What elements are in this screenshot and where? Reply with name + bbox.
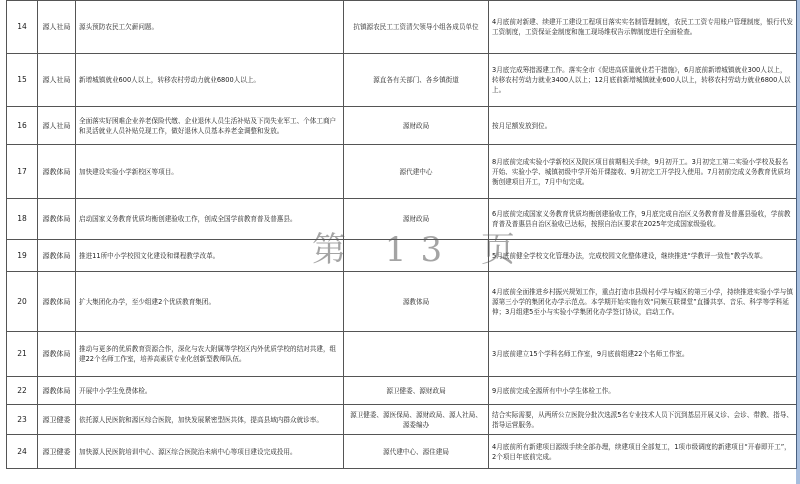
row-number: 23 xyxy=(7,405,38,435)
cooperating-unit: 源代建中心、源住建局 xyxy=(344,435,489,469)
task-table xyxy=(6,0,797,469)
progress-plan: 5月底前健全学校文化管理办法，完成校园文化整体建设，继续推进“学教评一致性”教学改革。 xyxy=(489,240,797,272)
lead-department: 源教体局 xyxy=(38,199,76,240)
cooperating-unit: 源教体局 xyxy=(344,272,489,332)
row-number: 17 xyxy=(7,145,38,199)
task-content: 全面落实好困难企业养老保险代缴、企业退休人员生活补贴及下岗失业军工、个体工商户和灵活就业人员补贴兑现工作，做好退休人员基本养老金调整和发放。 xyxy=(76,107,344,145)
table-row xyxy=(7,240,797,272)
table-row xyxy=(7,54,797,107)
task-content: 源头预防农民工欠薪问题。 xyxy=(76,1,344,54)
task-content: 推进11所中小学校园文化建设和课程教学改革。 xyxy=(76,240,344,272)
row-number: 21 xyxy=(7,332,38,377)
lead-department: 源教体局 xyxy=(38,272,76,332)
progress-plan: 8月底前完成实验小学新校区及院区项目前期相关手续，9月初开工。3月初完工第二实验小学校及报名开始、实验小学、城镇初级中学开始开课接收、9月初完工开学投入使用。7月初前完成义务教育优质均衡创建项目开工，7月中旬完成。 xyxy=(489,145,797,199)
lead-department: 源人社局 xyxy=(38,107,76,145)
task-table-body xyxy=(7,1,797,469)
table-row xyxy=(7,332,797,377)
task-content: 开展中小学生免费体检。 xyxy=(76,377,344,405)
lead-department: 源人社局 xyxy=(38,54,76,107)
task-content: 启动国家义务教育优质均衡创建验收工作，创成全国学前教育普及普惠县。 xyxy=(76,199,344,240)
lead-department: 源教体局 xyxy=(38,332,76,377)
table-row xyxy=(7,1,797,54)
progress-plan: 4月底前所有新建项目源级手续全部办理，续建项目全部复工，1项市级调度的新建项目“开春即开工”，2个项目年底前完成。 xyxy=(489,435,797,469)
task-content: 推动与更多的优质教育资源合作，深化与农大附属等学校区内外优质学校的结对共建，组建22个名师工作室，培养高素质专业化创新型教师队伍。 xyxy=(76,332,344,377)
row-number: 19 xyxy=(7,240,38,272)
cooperating-unit xyxy=(344,332,489,377)
progress-plan: 9月底前完成全源所有中小学生体检工作。 xyxy=(489,377,797,405)
cooperating-unit: 源直各有关部门、各乡镇街道 xyxy=(344,54,489,107)
progress-plan: 3月底前建立15个学科名师工作室，9月底前组建22个名师工作室。 xyxy=(489,332,797,377)
row-number: 20 xyxy=(7,272,38,332)
task-content: 扩大集团化办学，至少组建2个优质教育集团。 xyxy=(76,272,344,332)
progress-plan: 3月底完成筹措源建工作。落实全市《促进高质量就业若干措施》，6月底前新增城镇就业300人以上，转移农村劳动力就业3400人以上；12月底前新增城镇就业600人以上，转移农村劳动力就业6800人以上。 xyxy=(489,54,797,107)
cooperating-unit: 源代建中心 xyxy=(344,145,489,199)
cooperating-unit: 抗镇源农民工工资清欠领导小组各成员单位 xyxy=(344,1,489,54)
cooperating-unit: 源卫健委、源医保局、源财政局、源人社局、源委编办 xyxy=(344,405,489,435)
progress-plan: 结合实际需要，从两所公立医院分批次选派5名专业技术人员下沉到基层开展义诊、会诊、带教、指导、指导运营服务。 xyxy=(489,405,797,435)
lead-department: 源教体局 xyxy=(38,145,76,199)
lead-department: 源人社局 xyxy=(38,1,76,54)
row-number: 15 xyxy=(7,54,38,107)
task-content: 加快源人民医院培训中心、源区综合医院治未病中心等项目建设完成投用。 xyxy=(76,435,344,469)
lead-department: 源卫健委 xyxy=(38,435,76,469)
row-number: 18 xyxy=(7,199,38,240)
cooperating-unit: 源财政局 xyxy=(344,107,489,145)
window-edge xyxy=(796,0,800,484)
cooperating-unit xyxy=(344,240,489,272)
progress-plan: 4月底前全面推进乡村振兴规划工作，重点打造市县级村小学与城区的第三小学，持续推进实验小学与镇源第三小学的集团化办学示范点。本学期开始实施有效“同频互联课堂”直播共享、音乐、科学等学科延伸；3月组建5至小与实验小学集团化办学签订协议，启动工作。 xyxy=(489,272,797,332)
table-row xyxy=(7,107,797,145)
task-content: 加快建设实验小学新校区等项目。 xyxy=(76,145,344,199)
task-content: 依托源人民医院和源区综合医院，加快发展紧密型医共体，提高县域内群众就诊率。 xyxy=(76,405,344,435)
row-number: 24 xyxy=(7,435,38,469)
progress-plan: 按月足额发放到位。 xyxy=(489,107,797,145)
task-content: 新增城镇就业600人以上，转移农村劳动力就业6800人以上。 xyxy=(76,54,344,107)
table-row xyxy=(7,405,797,435)
table-row xyxy=(7,145,797,199)
row-number: 22 xyxy=(7,377,38,405)
lead-department: 源教体局 xyxy=(38,377,76,405)
cooperating-unit: 源财政局 xyxy=(344,199,489,240)
progress-plan: 4月底前对新建、续建开工建设工程项目落实实名制管理制度，农民工工资专用账户管理制度，银行代发工资制度，工资保证金制度和施工现场维权告示牌制度进行全面检查。 xyxy=(489,1,797,54)
lead-department: 源卫健委 xyxy=(38,405,76,435)
table-row xyxy=(7,272,797,332)
cooperating-unit: 源卫健委、源财政局 xyxy=(344,377,489,405)
lead-department: 源教体局 xyxy=(38,240,76,272)
progress-plan: 6月底前完成国家义务教育优质均衡创建验收工作，9月底完成自治区义务教育普及普惠县验收，学前教育普及普惠县自治区验收已达标，按照自治区要求在2025年完成国家级验收。 xyxy=(489,199,797,240)
table-row xyxy=(7,377,797,405)
row-number: 16 xyxy=(7,107,38,145)
table-row xyxy=(7,199,797,240)
page-watermark: 第 13 页 xyxy=(312,230,529,270)
table-row xyxy=(7,435,797,469)
row-number: 14 xyxy=(7,1,38,54)
